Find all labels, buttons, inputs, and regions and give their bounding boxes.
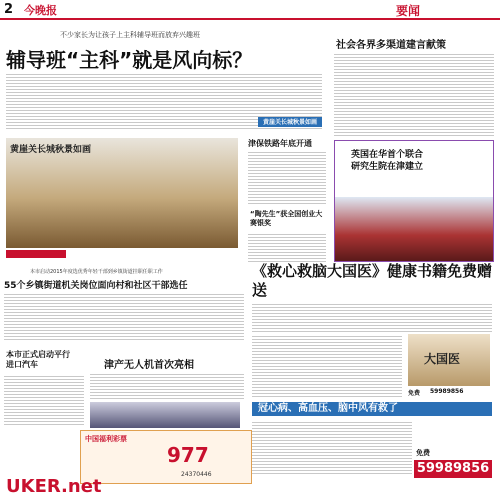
ceremony-photo bbox=[335, 197, 493, 261]
ad-banner: 冠心病、高血压、脑中风有救了 bbox=[252, 402, 492, 416]
ad-headline: 《救心救脑大国医》健康书籍免费赠送 bbox=[252, 262, 493, 299]
township-kicker: 本市启动2015年度选优秀年轻干部到乡镇街道挂职任职工作 bbox=[30, 269, 163, 275]
photo-credit-bar bbox=[6, 250, 66, 258]
ad-body-left bbox=[252, 334, 402, 398]
creation-body-text bbox=[248, 232, 326, 262]
ad-call-number: 59989856 bbox=[414, 460, 492, 478]
book-cover bbox=[408, 334, 490, 386]
lottery-ad bbox=[80, 430, 252, 484]
township-body bbox=[4, 292, 244, 342]
university-headline: 英国在华首个联合研究生院在津建立 bbox=[351, 150, 424, 172]
middle-headline: 津保铁路年底开通 bbox=[248, 139, 312, 148]
ad-body bbox=[252, 302, 492, 332]
parallel-headline: 本市正式启动平行进口汽车 bbox=[6, 350, 70, 369]
page-number: 2 bbox=[4, 2, 14, 17]
section-title: 要闻 bbox=[396, 4, 421, 18]
parallel-body bbox=[4, 374, 84, 426]
lottery-phone: 24370446 bbox=[181, 471, 212, 478]
page-header bbox=[0, 0, 500, 20]
left-photo-tag: 黄崖关长城秋景如画 bbox=[258, 117, 322, 127]
site-watermark: UKER.net bbox=[6, 476, 102, 497]
photo-caption: 黄崖关长城秋景如画 bbox=[10, 145, 92, 155]
great-wall-photo bbox=[6, 138, 238, 248]
book-title: 大国医 bbox=[424, 352, 461, 366]
right-top-body bbox=[334, 52, 494, 136]
drone-photo bbox=[90, 402, 240, 428]
lottery-title: 中国福利彩票 bbox=[85, 435, 127, 443]
drone-body bbox=[90, 372, 244, 400]
left-headline: 辅导班“主科”就是风向标？ bbox=[6, 48, 253, 72]
lottery-number: 977 bbox=[167, 443, 209, 467]
drone-headline: 津产无人机首次亮相 bbox=[104, 360, 194, 371]
left-kicker: 不少家长为让孩子上主科辅导班而放弃兴趣班 bbox=[60, 31, 200, 39]
ad-phone-label: 免费 bbox=[408, 390, 421, 397]
creation-headline: “陶先生”获全国创业大赛银奖 bbox=[250, 210, 323, 227]
right-top-headline: 社会各界多渠道建言献策 bbox=[336, 40, 446, 51]
ad-call-label: 免费 bbox=[416, 449, 430, 457]
middle-body-text bbox=[248, 150, 326, 204]
ad-lower-body bbox=[252, 420, 412, 474]
newspaper-name: 今晚报 bbox=[24, 4, 57, 17]
university-story bbox=[334, 140, 494, 262]
township-headline: 55个乡镇街道机关岗位面向村和社区干部选任 bbox=[4, 281, 188, 291]
ad-phone: 59989856 bbox=[430, 388, 464, 395]
